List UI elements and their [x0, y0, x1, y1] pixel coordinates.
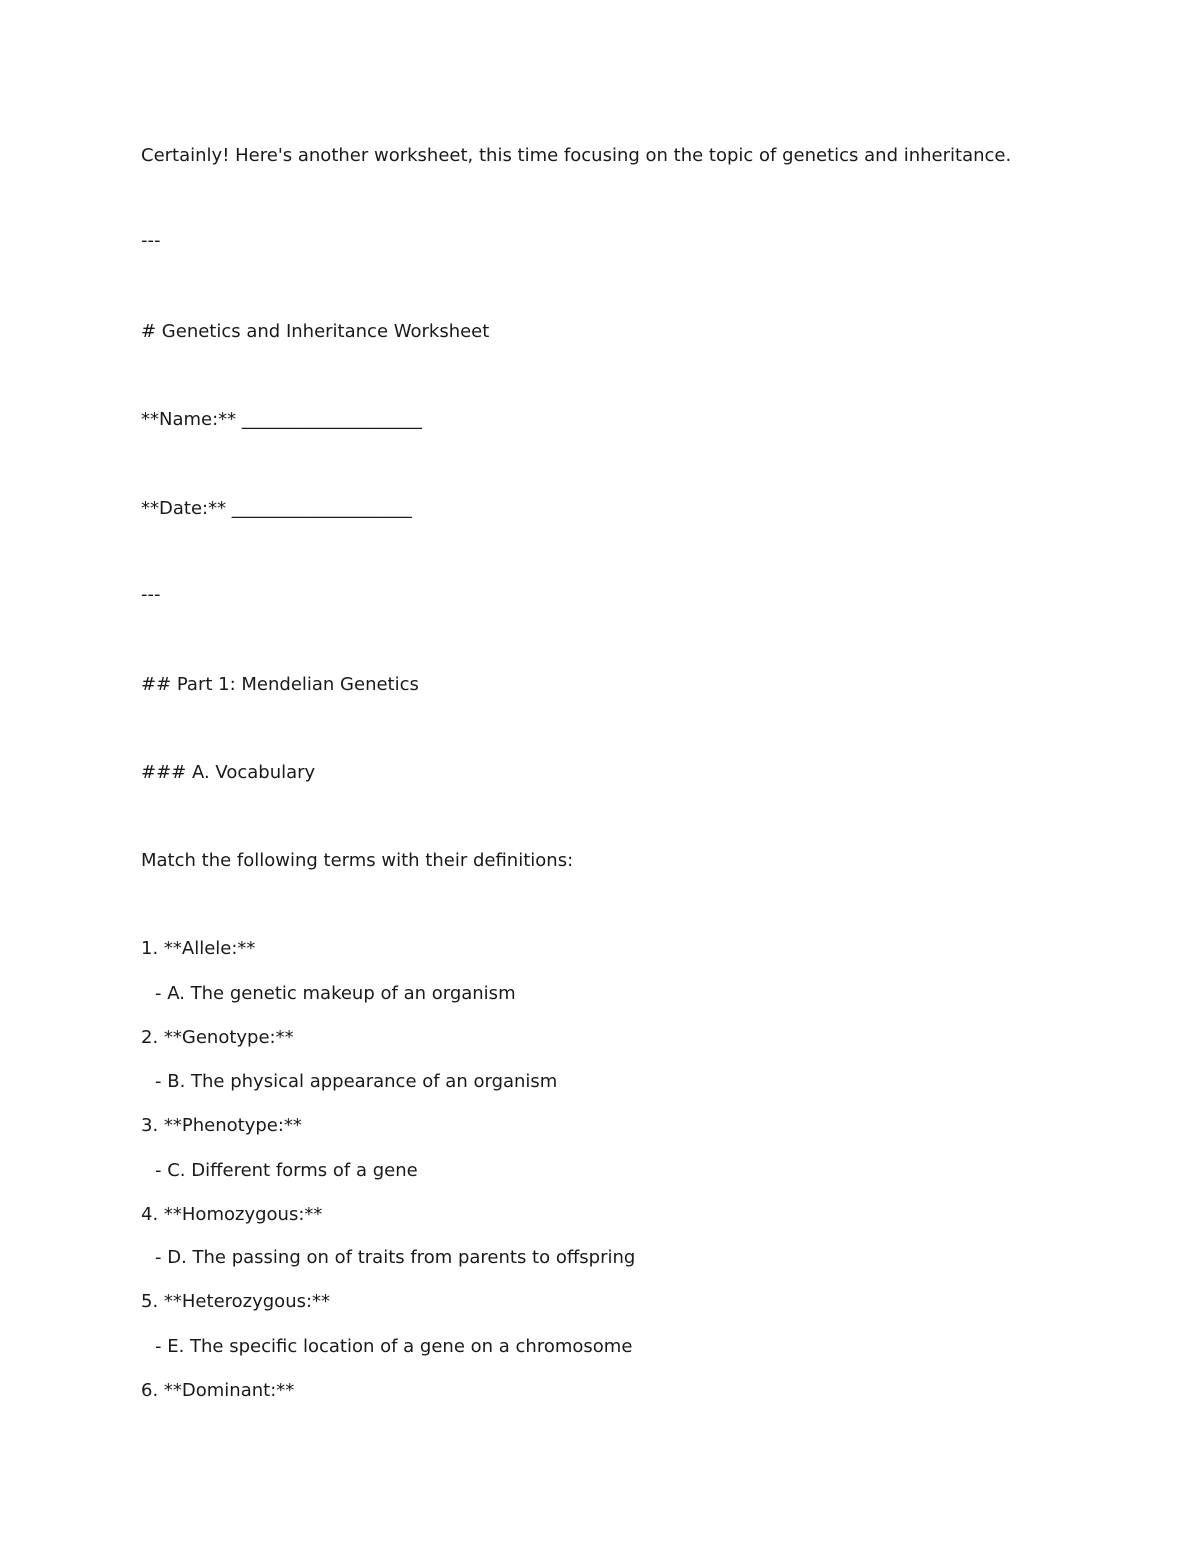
vocab-term: 2. **Genotype:**	[141, 1027, 294, 1048]
vocab-definition: - D. The passing on of traits from parents to offspring	[155, 1247, 636, 1268]
vocab-term: 6. **Dominant:**	[141, 1380, 295, 1401]
name-field: **Name:** ____________________	[141, 409, 422, 430]
vocab-definition: - B. The physical appearance of an organism	[155, 1071, 558, 1092]
vocab-definition: - E. The specific location of a gene on a chromosome	[155, 1336, 633, 1357]
intro-text: Certainly! Here's another worksheet, this time focusing on the topic of genetics and inheritance.	[141, 145, 1012, 166]
vocab-term: 4. **Homozygous:**	[141, 1204, 323, 1225]
part1-heading: ## Part 1: Mendelian Genetics	[141, 674, 419, 695]
vocab-term: 3. **Phenotype:**	[141, 1115, 302, 1136]
vocab-term: 5. **Heterozygous:**	[141, 1291, 331, 1312]
separator-1: ---	[141, 230, 161, 251]
section-a-heading: ### A. Vocabulary	[141, 762, 316, 783]
worksheet-title: # Genetics and Inheritance Worksheet	[141, 321, 490, 342]
vocab-term: 1. **Allele:**	[141, 938, 256, 959]
separator-2: ---	[141, 584, 161, 605]
vocab-definition: - A. The genetic makeup of an organism	[155, 983, 516, 1004]
instructions-text: Match the following terms with their definitions:	[141, 850, 574, 871]
date-field: **Date:** ____________________	[141, 498, 412, 519]
vocab-definition: - C. Different forms of a gene	[155, 1160, 418, 1181]
